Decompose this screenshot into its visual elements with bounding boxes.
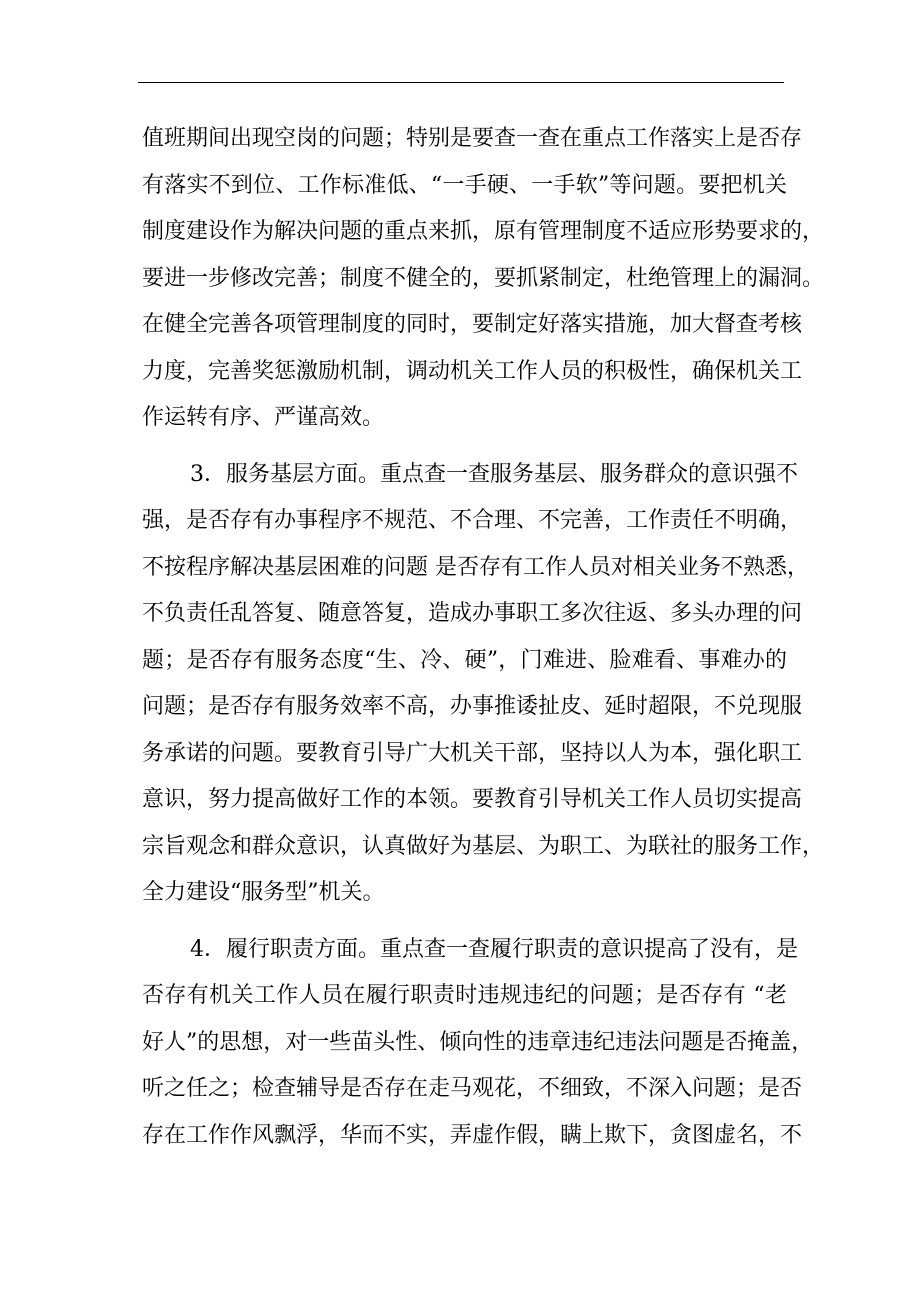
- text-line: 要进一步修改完善；制度不健全的，要抓紧制定，杜绝管理上的漏洞。: [142, 265, 825, 291]
- text-line: 听之任之；检查辅导是否存在走马观花，不细致，不深入问题；是否: [142, 1076, 803, 1101]
- text-line: 有落实不到位、工作标准低、“一手硬、一手软”等问题。要把机关: [142, 172, 787, 198]
- text-line: 好人”的思想，对一些苗头性、倾向性的违章违纪违法问题是否掩盖，: [142, 1029, 814, 1055]
- text-line: 存在工作作风飘浮，华而不实，弄虚作假，瞒上欺下，贪图虚名，不: [142, 1122, 803, 1148]
- section-4-heading-line: 4．履行职责方面。重点查一查履行职责的意识提高了没有，是: [190, 936, 798, 962]
- text-line: 力度，完善奖惩激励机制，调动机关工作人员的积极性，确保机关工: [142, 358, 803, 384]
- text-line: 题；是否存有服务态度“生、冷、硬”，门难进、脸难看、事难办的: [142, 647, 787, 673]
- text-line: 在健全完善各项管理制度的同时，要制定好落实措施，加大督查考核: [142, 312, 803, 337]
- text-line: 意识，努力提高做好工作的本领。要教育引导机关工作人员切实提高: [142, 787, 803, 812]
- text-line: 作运转有序、严谨高效。: [142, 405, 385, 430]
- header-rule: [138, 82, 784, 83]
- text-line: 务承诺的问题。要教育引导广大机关干部，坚持以人为本，强化职工: [142, 740, 803, 766]
- text-line: 值班期间出现空岗的问题；特别是要查一查在重点工作落实上是否存: [142, 126, 803, 151]
- text-line: 强，是否存有办事程序不规范、不合理、不完善，工作责任不明确，: [142, 508, 803, 533]
- text-line: 宗旨观念和群众意识，认真做好为基层、为职工、为联社的服务工作，: [142, 833, 825, 859]
- text-line: 否存有机关工作人员在履行职责时违规违纪的问题；是否存有 “老: [142, 983, 787, 1008]
- text-line: 全力建设“服务型”机关。: [142, 880, 385, 905]
- text-line: 不负责任乱答复、随意答复，造成办事职工多次往返、多头办理的问: [142, 601, 803, 626]
- text-line: 问题；是否存有服务效率不高，办事推诿扯皮、延时超限，不兑现服: [142, 694, 803, 719]
- body-text: [142, 116, 825, 1159]
- section-3-heading-line: 3．服务基层方面。重点查一查服务基层、服务群众的意识强不: [190, 461, 798, 487]
- text-line: 制度建设作为解决问题的重点来抓，原有管理制度不适应形势要求的，: [142, 219, 825, 244]
- text-line: 不按程序解决基层困难的问题 是否存有工作人员对相关业务不熟悉，: [142, 554, 809, 580]
